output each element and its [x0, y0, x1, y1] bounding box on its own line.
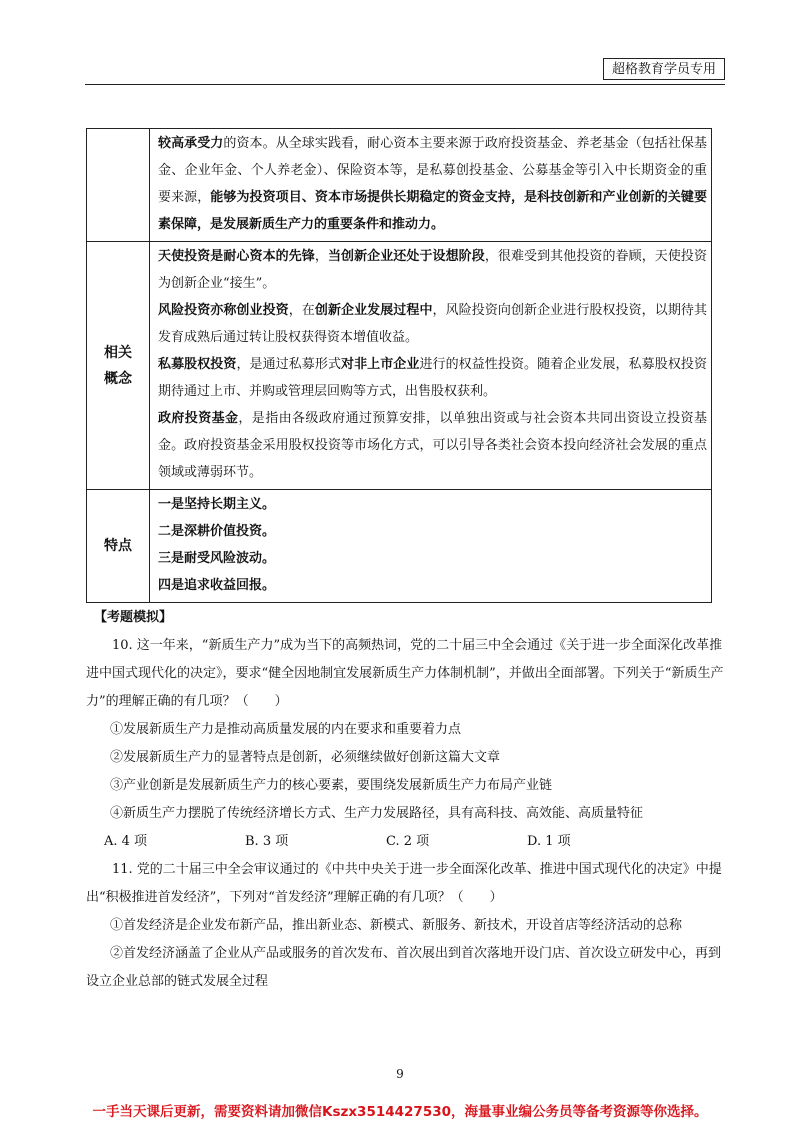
concept-table	[86, 128, 712, 603]
question-10-option: ③产业创新是发展新质生产力的核心要素，要围绕发展新质生产力布局产业链	[110, 778, 553, 793]
row-content	[150, 129, 712, 242]
text: ，是通过私募形式	[236, 357, 342, 372]
choice-b: B. 3 项	[245, 834, 289, 849]
footer-note: 一手当天课后更新，需要资料请加微信Kszx3514427530，海量事业编公务员等备考资源等你选择。	[92, 1104, 708, 1120]
bold-text: 能够为投资项目、资本市场提供长期稳定的资金支持，是科技创新和产业创新的关键要素保障，是发展新质生产力的重要条件和推动力。	[158, 190, 707, 232]
header-divider	[85, 84, 725, 85]
table-row	[87, 242, 712, 490]
bold-text: 对非上市企业	[341, 357, 420, 372]
text: ，	[314, 249, 328, 264]
text: ，是指由各级政府通过预算安排，以单独出资或与社会资本共同出资设立投资基金。政府投资基金采用股权投资等市场化方式，可以引导各类社会资本投向经济社会发展的重点领域或薄弱环节。	[158, 411, 707, 480]
list-item: 四是追求收益回报。	[158, 578, 276, 593]
bold-text: 创新企业发展过程中	[314, 303, 433, 318]
choice-d: D. 1 项	[527, 834, 571, 849]
bold-text: 私募股权投资	[158, 357, 237, 372]
paragraph	[158, 297, 707, 351]
list-item: 三是耐受风险波动。	[158, 551, 276, 566]
page-number: 9	[396, 1067, 404, 1081]
list-item: 二是深耕价值投资。	[158, 524, 276, 539]
list-item: 一是坚持长期主义。	[158, 497, 276, 512]
text: ，风险投资向创新企业进行股权投资，以期待其发育成熟后通过转让股权获得资本增值收益。	[158, 303, 707, 345]
question-10-choices	[86, 828, 726, 856]
question-10-option: ②发展新质生产力的显著特点是创新，必须继续做好创新这篇大文章	[110, 750, 501, 765]
text: 进行的权益性投资。随着企业发展，私募股权投资期待通过上市、并购或管理层回购等方式，出售股权获利。	[158, 357, 707, 399]
row-label: 特点	[87, 490, 150, 603]
header-tag: 超格教育学员专用	[603, 58, 725, 80]
question-10-option: ④新质生产力摆脱了传统经济增长方式、生产力发展路径，具有高科技、高效能、高质量特征	[110, 806, 644, 821]
row-content	[150, 490, 712, 603]
question-10-stem: 10. 这一年来，“新质生产力”成为当下的高频热词，党的二十届三中全会通过《关于进一步全面深化改革推进中国式现代化的决定》，要求“健全因地制宜发展新质生产力体制机制”，并做出全面部署。下列关于“新质生产力”的理解正确的有几项？（ ）	[86, 638, 724, 709]
paragraph	[158, 405, 707, 486]
bold-text: 政府投资基金	[158, 411, 239, 426]
bold-text: 较高承受力	[158, 136, 224, 151]
row-label	[87, 242, 150, 490]
row-label-empty	[87, 129, 150, 242]
question-10-option: ①发展新质生产力是推动高质量发展的内在要求和重要着力点	[110, 722, 462, 737]
question-11-stem: 11. 党的二十届三中全会审议通过的《中共中央关于进一步全面深化改革、推进中国式现代化的决定》中提出“积极推进首发经济”，下列对“首发经济”理解正确的有几项？（ ）	[86, 862, 722, 905]
paragraph	[158, 351, 707, 405]
paragraph	[158, 130, 707, 238]
text: ，在	[288, 303, 315, 318]
text: 的资本。从全球实践看，耐心资本主要来源于政府投资基金、养老基金（包括社保基金、企业年金、个人养老金）、保险资本等，是私募创投基金、公募基金等引入中长期资金的重要来源，	[158, 136, 707, 205]
paragraph	[158, 243, 707, 297]
choice-a: A. 4 项	[104, 834, 148, 849]
section-heading: 【考题模拟】	[94, 610, 173, 625]
row-content	[150, 242, 712, 490]
bold-text: 风险投资亦称创业投资	[158, 303, 289, 318]
row-label-text: 相关概念	[104, 344, 132, 387]
choice-c: C. 2 项	[386, 834, 430, 849]
question-11-option: ①首发经济是企业发布新产品，推出新业态、新模式、新服务、新技术，开设首店等经济活动的总称	[110, 918, 683, 933]
bold-text: 天使投资是耐心资本的先锋	[158, 249, 315, 264]
text: ，很难受到其他投资的眷顾，天使投资为创新企业“接生”。	[158, 249, 707, 291]
question-11-option: ②首发经济涵盖了企业从产品或服务的首次发布、首次展出到首次落地开设门店、首次设立研发中心，再到设立企业总部的链式发展全过程	[86, 946, 722, 989]
bold-text: 当创新企业还处于设想阶段	[327, 249, 485, 264]
table-row	[87, 490, 712, 603]
question-section	[86, 604, 726, 996]
table-row	[87, 129, 712, 242]
